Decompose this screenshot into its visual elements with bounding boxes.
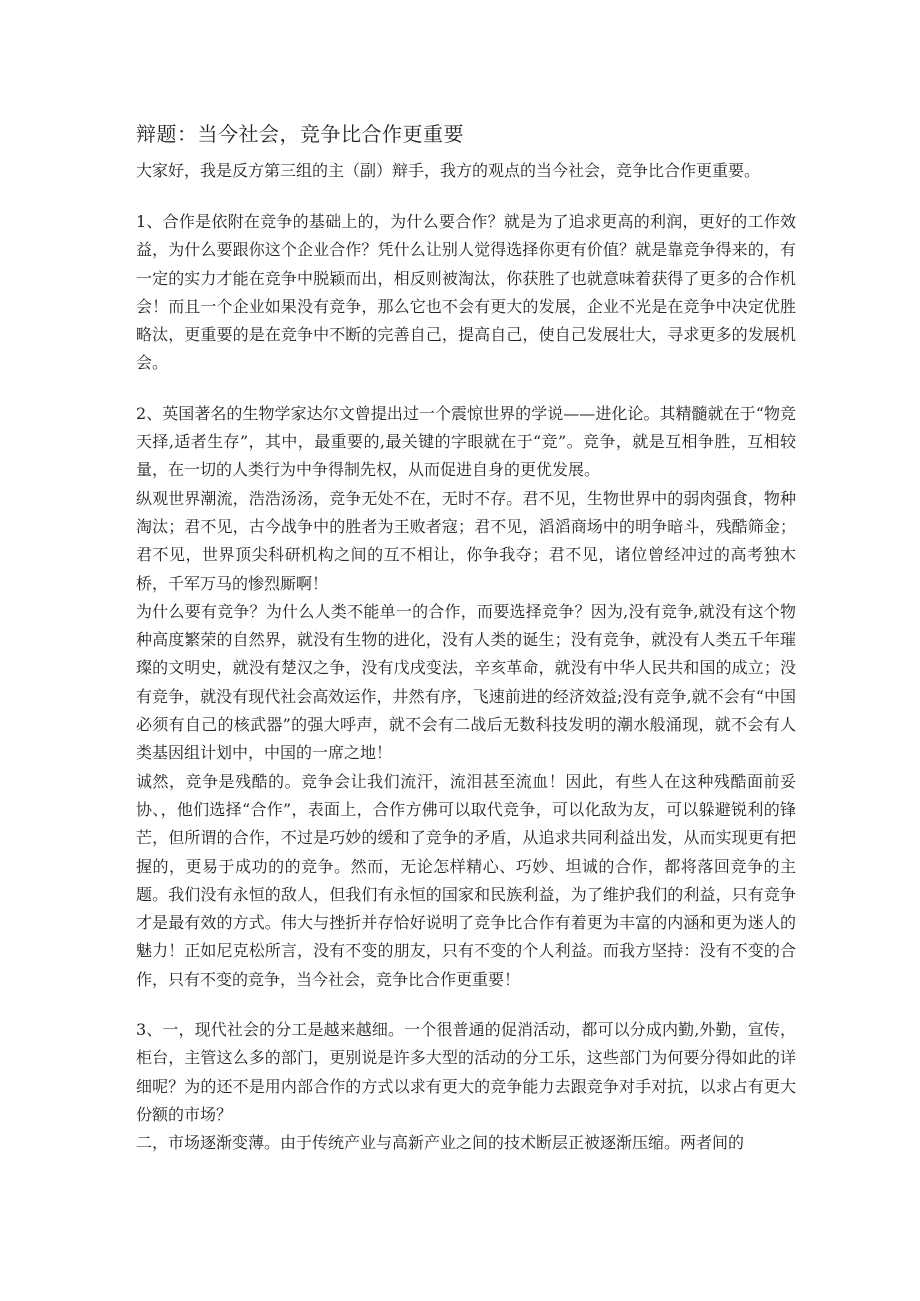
debate-title: 辩题：当今社会，竞争比合作更重要 [136, 122, 464, 146]
paragraph-competition-cruel: 诚然，竞争是残酷的。竞争会让我们流汗，流泪甚至流血！因此，有些人在这种残酷面前妥协、，他们选择“合作”，表面上，合作方佛可以取代竞争，可以化敌为友，可以躲避锐利的锋芒，但所谓的合作，不过是巧妙的缓和了竞争的矛盾，从追求共同利益出发，从而实现更有把握的，更易于成功的的竞争。然而，无论怎样精心、巧妙、坦诚的合作，都将落回竞争的主题。我们没有永恒的敌人，但我们有永恒的国家和民族利益，为了维护我们的利益，只有竞争才是最有效的方式。伟大与挫折并存恰好说明了竞争比合作有着更为丰富的内涵和更为迷人的魅力！正如尼克松所言，没有不变的朋友，只有不变的个人利益。而我方坚持：没有不变的合作，只有不变的竞争，当今社会，竞争比合作更重要！ [136, 771, 796, 989]
paragraph-world-trend: 纵观世界潮流，浩浩汤汤，竞争无处不在，无时不存。君不见，生物世界中的弱肉强食，物种淘汰；君不见，古今战争中的胜者为王败者寇；君不见，滔滔商场中的明争暗斗，残酷筛金；君不见，世界顶尖科研机构之间的互不相让，你争我夺；君不见，诸位曾经冲过的高考独木桥，千军万马的惨烈厮啊！ [136, 488, 796, 593]
document-page [136, 118, 796, 1158]
paragraph-market-thinning: 二，市场逐渐变薄。由于传统产业与高新产业之间的技术断层正被逐渐压缩。两者间的 [136, 1133, 745, 1153]
intro-paragraph: 大家好，我是反方第三组的主（副）辩手，我方的观点的当今社会，竞争比合作更重要。 [136, 161, 761, 180]
paragraph-point-2: 2、英国著名的生物学家达尔文曾提出过一个震惊世界的学说——进化论。其精髓就在于“物竞天择,适者生存”，其中，最重要的,最关键的字眼就在于“竞”。竞争，就是互相争胜，互相较量，在一切的人类行为中争得制先权，从而促进自身的更优发展。 [136, 403, 796, 480]
paragraph-point-1: 1、合作是依附在竞争的基础上的，为什么要合作？就是为了追求更高的利润，更好的工作效益，为什么要跟你这个企业合作？凭什么让别人觉得选择你更有价值？就是靠竞争得来的，有一定的实力才能在竞争中脱颖而出，相反则被淘汰，你获胜了也就意味着获得了更多的合作机会！而且一个企业如果没有竞争，那么它也不会有更大的发展，企业不光是在竞争中决定优胜略汰，更重要的是在竞争中不断的完善自己，提高自己，使自己发展壮大，寻求更多的发展机会。 [136, 212, 796, 373]
paragraph-why-competition: 为什么要有竞争？为什么人类不能单一的合作，而要选择竞争？因为,没有竞争,就没有这个物种高度繁荣的自然界，就没有生物的进化，没有人类的诞生；没有竞争，就没有人类五千年璀璨的文明史，就没有楚汉之争，没有戊戌变法，辛亥革命，就没有中华人民共和国的成立；没有竞争，就没有现代社会高效运作，井然有序，飞速前进的经济效益;没有竞争,就不会有“中国必须有自己的核武器”的强大呼声，就不会有二战后无数科技发明的潮水般涌现，就不会有人类基因组计划中，中国的一席之地！ [136, 601, 796, 763]
paragraph-point-3: 3、一，现代社会的分工是越来越细。一个很普通的促消活动，都可以分成内勤,外勤，宣传，柜台，主管这么多的部门，更别说是许多大型的活动的分工乐，这些部门为何要分得如此的详细呢？为的还不是用内部合作的方式以求有更大的竞争能力去跟竞争对手对抗，以求占有更大份额的市场？ [136, 1020, 796, 1124]
